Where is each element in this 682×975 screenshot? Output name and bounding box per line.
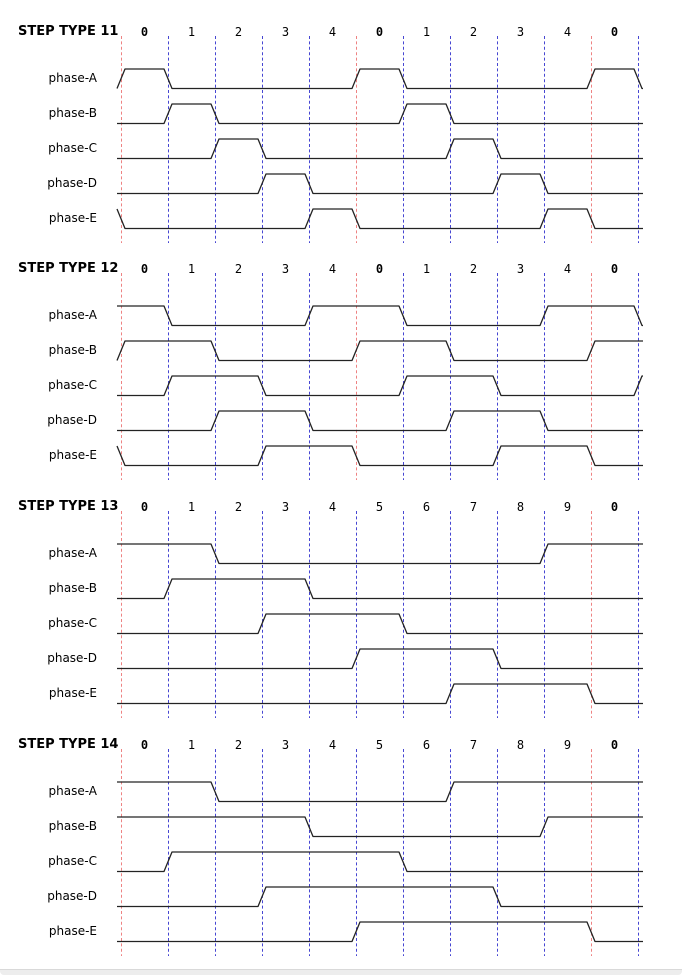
waveform-phase-A xyxy=(117,544,643,564)
step-number-label: 1 xyxy=(187,262,196,276)
waveform-phase-C xyxy=(117,852,643,872)
step-number-label: 5 xyxy=(375,738,384,752)
waveform-plot xyxy=(0,475,682,725)
phase-label-A: phase-A xyxy=(48,70,97,85)
waveform-phase-D xyxy=(117,174,643,194)
waveform-phase-E xyxy=(117,446,643,466)
step-number-label: 8 xyxy=(516,500,525,514)
page-bottom-edge xyxy=(0,969,682,975)
step-number-label: 2 xyxy=(469,262,478,276)
section-step-type-14 xyxy=(0,713,682,963)
step-number-label: 3 xyxy=(516,262,525,276)
step-number-label: 6 xyxy=(422,738,431,752)
step-number-label: 3 xyxy=(516,25,525,39)
step-number-label: 3 xyxy=(281,262,290,276)
waveform-phase-B xyxy=(117,579,643,599)
phase-label-E: phase-E xyxy=(48,447,97,462)
step-number-label: 2 xyxy=(234,25,243,39)
step-number-label: 2 xyxy=(234,262,243,276)
step-number-label: 2 xyxy=(234,500,243,514)
step-number-label: 0 xyxy=(610,738,619,752)
step-number-label: 0 xyxy=(610,500,619,514)
step-number-label: 6 xyxy=(422,500,431,514)
phase-label-C: phase-C xyxy=(48,140,97,155)
step-number-label: 2 xyxy=(234,738,243,752)
phase-label-E: phase-E xyxy=(48,923,97,938)
step-number-label: 0 xyxy=(610,262,619,276)
step-number-label: 2 xyxy=(469,25,478,39)
step-number-label: 5 xyxy=(375,500,384,514)
phase-label-A: phase-A xyxy=(48,307,97,322)
step-number-label: 7 xyxy=(469,738,478,752)
phase-label-A: phase-A xyxy=(48,545,97,560)
step-number-label: 7 xyxy=(469,500,478,514)
step-number-label: 9 xyxy=(563,500,572,514)
waveform-phase-A xyxy=(117,306,643,326)
waveform-phase-A xyxy=(117,782,643,802)
section-title: STEP TYPE 11 xyxy=(18,24,119,39)
step-number-label: 3 xyxy=(281,500,290,514)
phase-label-D: phase-D xyxy=(47,650,97,665)
phase-label-B: phase-B xyxy=(48,580,97,595)
section-title: STEP TYPE 14 xyxy=(18,737,119,752)
phase-label-B: phase-B xyxy=(48,342,97,357)
phase-label-C: phase-C xyxy=(48,615,97,630)
waveform-phase-E xyxy=(117,684,643,704)
phase-label-C: phase-C xyxy=(48,377,97,392)
waveform-phase-B xyxy=(117,341,643,361)
step-number-label: 8 xyxy=(516,738,525,752)
waveform-phase-B xyxy=(117,104,643,124)
waveform-phase-D xyxy=(117,411,643,431)
waveform-phase-C xyxy=(117,376,643,396)
step-number-label: 4 xyxy=(328,500,337,514)
phase-label-A: phase-A xyxy=(48,783,97,798)
step-number-label: 0 xyxy=(610,25,619,39)
section-title: STEP TYPE 12 xyxy=(18,261,119,276)
step-number-label: 1 xyxy=(187,738,196,752)
step-number-label: 0 xyxy=(140,500,149,514)
phase-label-B: phase-B xyxy=(48,105,97,120)
step-number-label: 1 xyxy=(422,262,431,276)
phase-label-E: phase-E xyxy=(48,685,97,700)
step-number-label: 1 xyxy=(187,500,196,514)
section-step-type-13 xyxy=(0,475,682,725)
step-number-label: 3 xyxy=(281,25,290,39)
waveform-phase-B xyxy=(117,817,643,837)
waveform-phase-C xyxy=(117,139,643,159)
step-number-label: 0 xyxy=(140,262,149,276)
phase-label-E: phase-E xyxy=(48,210,97,225)
waveform-phase-E xyxy=(117,209,643,229)
step-number-label: 3 xyxy=(281,738,290,752)
step-number-label: 4 xyxy=(328,738,337,752)
step-number-label: 4 xyxy=(563,262,572,276)
step-number-label: 4 xyxy=(328,25,337,39)
waveform-plot xyxy=(0,713,682,963)
section-step-type-12 xyxy=(0,237,682,487)
step-number-label: 0 xyxy=(375,25,384,39)
waveform-phase-D xyxy=(117,887,643,907)
phase-label-D: phase-D xyxy=(47,175,97,190)
waveform-phase-A xyxy=(117,69,643,89)
step-number-label: 1 xyxy=(422,25,431,39)
phase-label-D: phase-D xyxy=(47,888,97,903)
phase-label-D: phase-D xyxy=(47,412,97,427)
step-number-label: 9 xyxy=(563,738,572,752)
waveform-phase-E xyxy=(117,922,643,942)
step-number-label: 4 xyxy=(563,25,572,39)
phase-label-C: phase-C xyxy=(48,853,97,868)
step-number-label: 4 xyxy=(328,262,337,276)
step-number-label: 1 xyxy=(187,25,196,39)
waveform-plot xyxy=(0,237,682,487)
step-number-label: 0 xyxy=(140,738,149,752)
waveform-phase-D xyxy=(117,649,643,669)
waveform-phase-C xyxy=(117,614,643,634)
section-step-type-11 xyxy=(0,0,682,250)
phase-label-B: phase-B xyxy=(48,818,97,833)
section-title: STEP TYPE 13 xyxy=(18,499,119,514)
step-number-label: 0 xyxy=(140,25,149,39)
waveform-plot xyxy=(0,0,682,250)
step-number-label: 0 xyxy=(375,262,384,276)
